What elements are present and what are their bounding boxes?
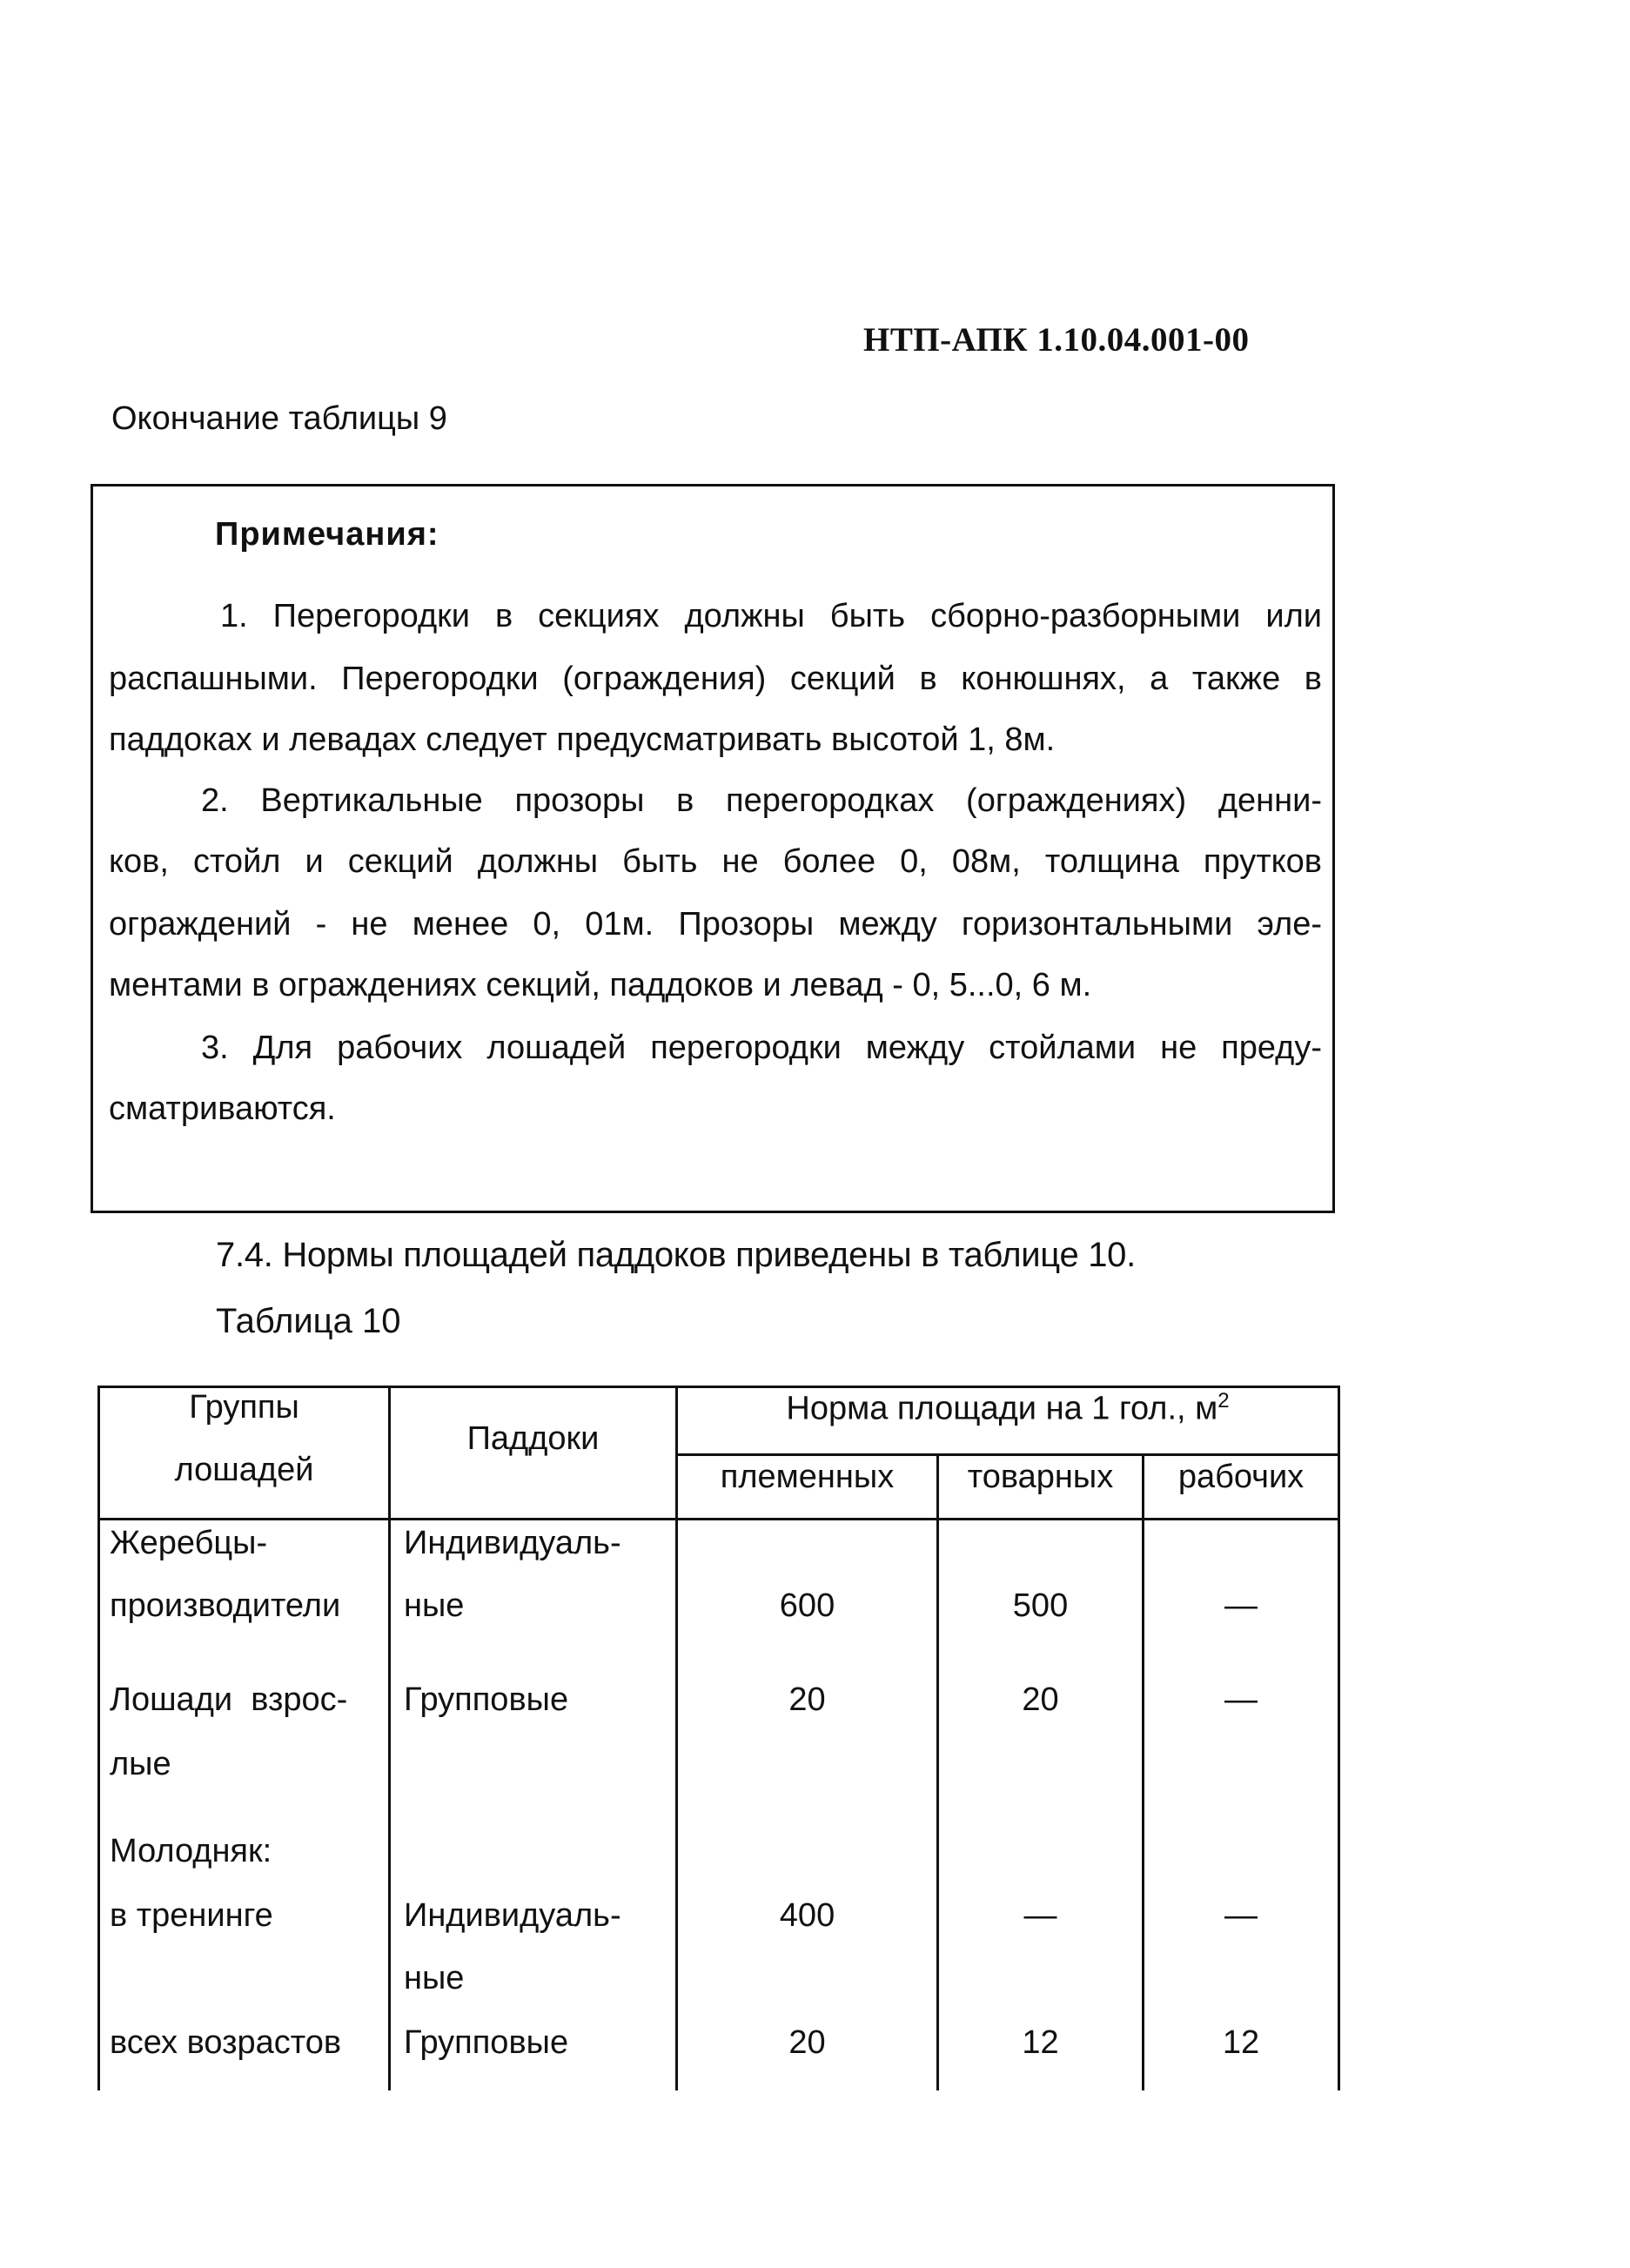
- cell-working: —: [1224, 1587, 1258, 1624]
- note-line: паддоках и левадах следует предусматривать высотой 1, 8м.: [109, 721, 1056, 758]
- notes-title: Примечания:: [215, 516, 439, 553]
- cell-paddock: ные: [404, 1587, 465, 1624]
- note-line: 1. Перегородки в секциях должны быть сборно-разборными или: [220, 598, 1322, 634]
- document-code: НТП-АПК 1.10.04.001-00: [863, 321, 1250, 359]
- table-border-left: [97, 1386, 100, 2090]
- note-line: 2. Вертикальные прозоры в перегородках (ограждениях) денни-: [201, 782, 1322, 819]
- header-norm-sup: 2: [1217, 1389, 1230, 1412]
- cell-group: производители: [110, 1587, 341, 1624]
- cell-paddock: Групповые: [404, 1681, 569, 1718]
- cell-working: —: [1224, 1897, 1258, 1934]
- cell-breeding: 20: [788, 2024, 826, 2061]
- note-line: сматриваются.: [109, 1090, 336, 1127]
- table-border-top: [97, 1386, 1340, 1388]
- cell-paddock: Индивидуаль-: [404, 1897, 621, 1934]
- cell-group: Жеребцы-: [110, 1525, 268, 1561]
- cell-working: 12: [1222, 2024, 1260, 2061]
- header-breeding: племенных: [720, 1459, 895, 1495]
- cell-breeding: 600: [779, 1587, 835, 1624]
- header-groups: лошадей: [174, 1452, 314, 1488]
- table-border-right: [1338, 1386, 1340, 2090]
- table-rule: [97, 1518, 1340, 1520]
- note-line: ков, стойл и секций должны быть не более 0, 08м, толщина прутков: [109, 843, 1322, 880]
- cell-commercial: 500: [1012, 1587, 1069, 1624]
- cell-paddock: ные: [404, 1960, 465, 1996]
- header-paddocks: Паддоки: [466, 1420, 600, 1457]
- note-line: ментами в ограждениях секций, паддоков и левад - 0, 5...0, 6 м.: [109, 967, 1092, 1003]
- cell-breeding: 400: [779, 1897, 835, 1934]
- cell-commercial: 12: [1022, 2024, 1059, 2061]
- cell-working: —: [1224, 1681, 1258, 1718]
- table-rule: [677, 1453, 1340, 1456]
- header-groups: Группы: [189, 1389, 299, 1426]
- table-caption: Таблица 10: [216, 1302, 401, 1340]
- table-continuation-label: Окончание таблицы 9: [111, 400, 447, 437]
- cell-breeding: 20: [788, 1681, 826, 1718]
- table-column-divider: [1142, 1455, 1144, 2090]
- notes-box: [91, 484, 1335, 1213]
- table-column-divider: [936, 1455, 939, 2090]
- paddock-norms-table: [97, 1386, 1340, 2090]
- header-working: рабочих: [1177, 1459, 1305, 1495]
- note-line: ограждений - не менее 0, 01м. Прозоры между горизонтальными эле-: [109, 906, 1322, 943]
- note-line: распашными. Перегородки (ограждения) секций в конюшнях, а также в: [109, 661, 1322, 697]
- note-line: 3. Для рабочих лошадей перегородки между стойлами не преду-: [201, 1030, 1322, 1066]
- table-column-divider: [388, 1386, 391, 2090]
- header-norm-text: Норма площади на 1 гол., м: [786, 1390, 1218, 1427]
- cell-group: в тренинге: [110, 1897, 273, 1934]
- header-norm: [678, 1389, 1338, 1428]
- cell-paddock: Индивидуаль-: [404, 1525, 621, 1561]
- cell-group: Лошади взрос-: [110, 1681, 348, 1718]
- cell-group-subheading: Молодняк:: [110, 1833, 272, 1869]
- cell-commercial: —: [1023, 1897, 1057, 1934]
- header-commercial: товарных: [967, 1459, 1114, 1495]
- cell-group: лые: [110, 1746, 171, 1782]
- section-7-4-text: 7.4. Нормы площадей паддоков приведены в таблице 10.: [216, 1236, 1136, 1274]
- cell-paddock: Групповые: [404, 2024, 569, 2061]
- cell-commercial: 20: [1022, 1681, 1059, 1718]
- cell-group: всех возрастов: [110, 2024, 342, 2061]
